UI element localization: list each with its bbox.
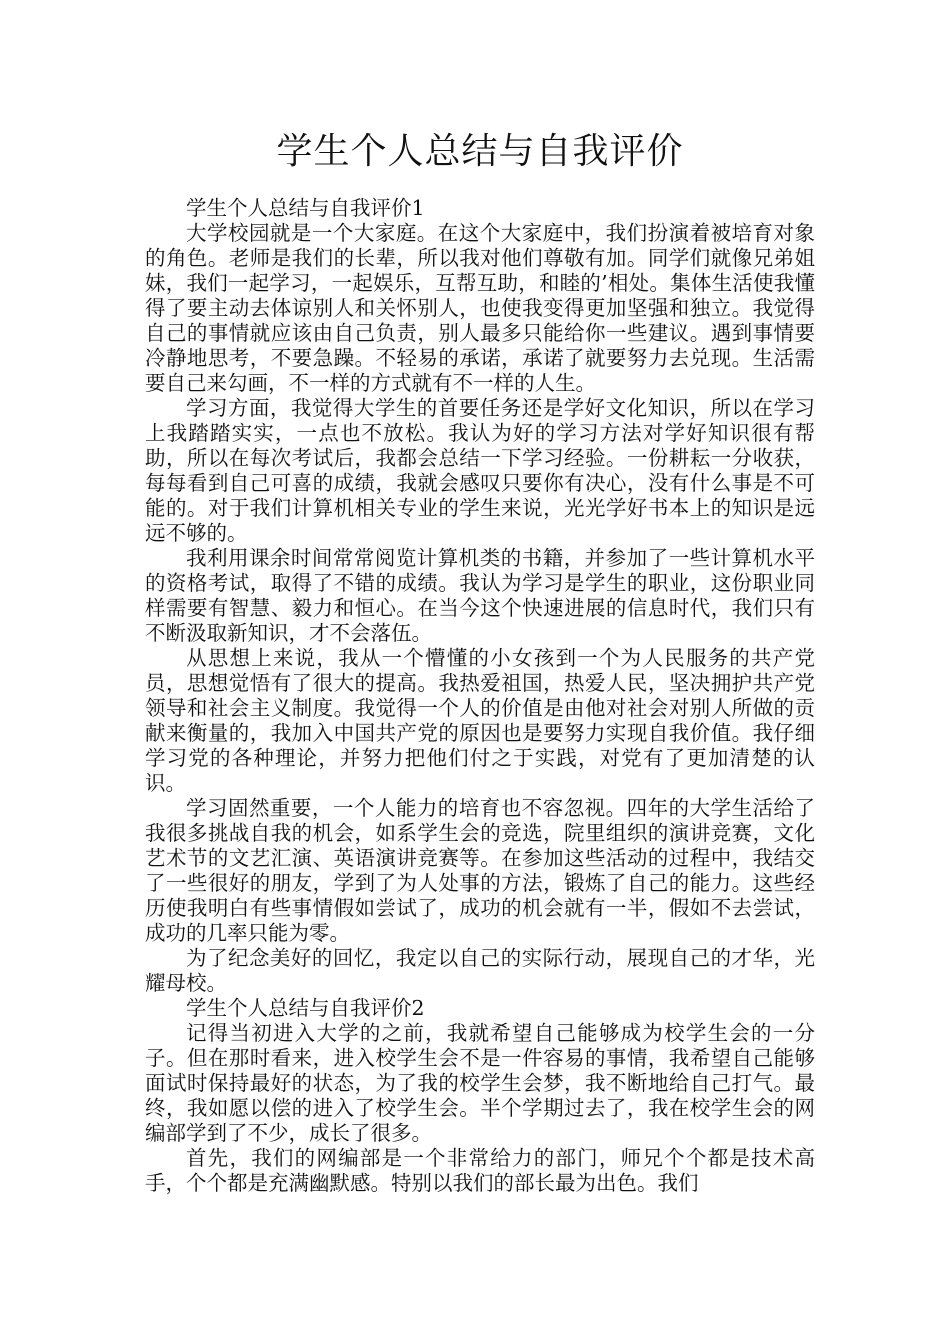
section-heading-1: 学生个人总结与自我评价1: [186, 196, 425, 220]
paragraph: 为了纪念美好的回忆，我定以自己的实际行动，展现自己的才华，光耀母校。: [145, 946, 815, 995]
document-body: [145, 196, 815, 1196]
paragraph: 学习方面，我觉得大学生的首要任务还是学好文化知识，所以在学习上我踏踏实实，一点也不放松。我认为好的学习方法对学好知识很有帮助，所以在每次考试后，我都会总结一下学习经验。一份耕耘一分收获，每每看到自己可喜的成绩，我就会感叹只要你有决心，没有什么事是不可能的。对于我们计算机相关专业的学生来说，光光学好书本上的知识是远远不够的。: [145, 396, 815, 545]
paragraph: 从思想上来说，我从一个懵懂的小女孩到一个为人民服务的共产党员，思想觉悟有了很大的提高。我热爱祖国，热爱人民，坚决拥护共产党领导和社会主义制度。我觉得一个人的价值是由他对社会对别人所做的贡献来衡量的，我加入中国共产党的原因也是要努力实现自我价值。我仔细学习党的各种理论，并努力把他们付之于实践，对党有了更加清楚的认识。: [145, 646, 815, 795]
paragraph: 首先，我们的网编部是一个非常给力的部门，师兄个个都是技术高手，个个都是充满幽默感。特别以我们的部长最为出色。我们: [145, 1146, 815, 1195]
paragraph: 我利用课余时间常常阅览计算机类的书籍，并参加了一些计算机水平的资格考试，取得了不错的成绩。我认为学习是学生的职业，这份职业同样需要有智慧、毅力和恒心。在当今这个快速进展的信息时代，我们只有不断汲取新知识，才不会落伍。: [145, 546, 815, 645]
document-page: [145, 0, 815, 1344]
section-heading-2: 学生个人总结与自我评价2: [186, 996, 425, 1020]
paragraph: 记得当初进入大学的之前，我就希望自己能够成为校学生会的一分子。但在那时看来，进入校学生会不是一件容易的事情，我希望自己能够面试时保持最好的状态，为了我的校学生会梦，我不断地给自己打气。最终，我如愿以偿的进入了校学生会。半个学期过去了，我在校学生会的网编部学到了不少，成长了很多。: [145, 1021, 815, 1145]
paragraph: 学习固然重要，一个人能力的培育也不容忽视。四年的大学生活给了我很多挑战自我的机会，如系学生会的竞选，院里组织的演讲竞赛，文化艺术节的文艺汇演、英语演讲竞赛等。在参加这些活动的过程中，我结交了一些很好的朋友，学到了为人处事的方法，锻炼了自己的能力。这些经历使我明白有些事情假如尝试了，成功的机会就有一半，假如不去尝试，成功的几率只能为零。: [145, 796, 815, 945]
document-title: 学生个人总结与自我评价: [276, 131, 684, 172]
paragraph: 大学校园就是一个大家庭。在这个大家庭中，我们扮演着被培育对象的角色。老师是我们的长辈，所以我对他们尊敬有加。同学们就像兄弟姐妹，我们一起学习，一起娱乐，互帮互助，和睦的’相处。集体生活使我懂得了要主动去体谅别人和关怀别人，也使我变得更加坚强和独立。我觉得自己的事情就应该由自己负责，别人最多只能给你一些建议。遇到事情要冷静地思考，不要急躁。不轻易的承诺，承诺了就要努力去兑现。生活需要自己来勾画，不一样的方式就有不一样的人生。: [145, 221, 815, 395]
